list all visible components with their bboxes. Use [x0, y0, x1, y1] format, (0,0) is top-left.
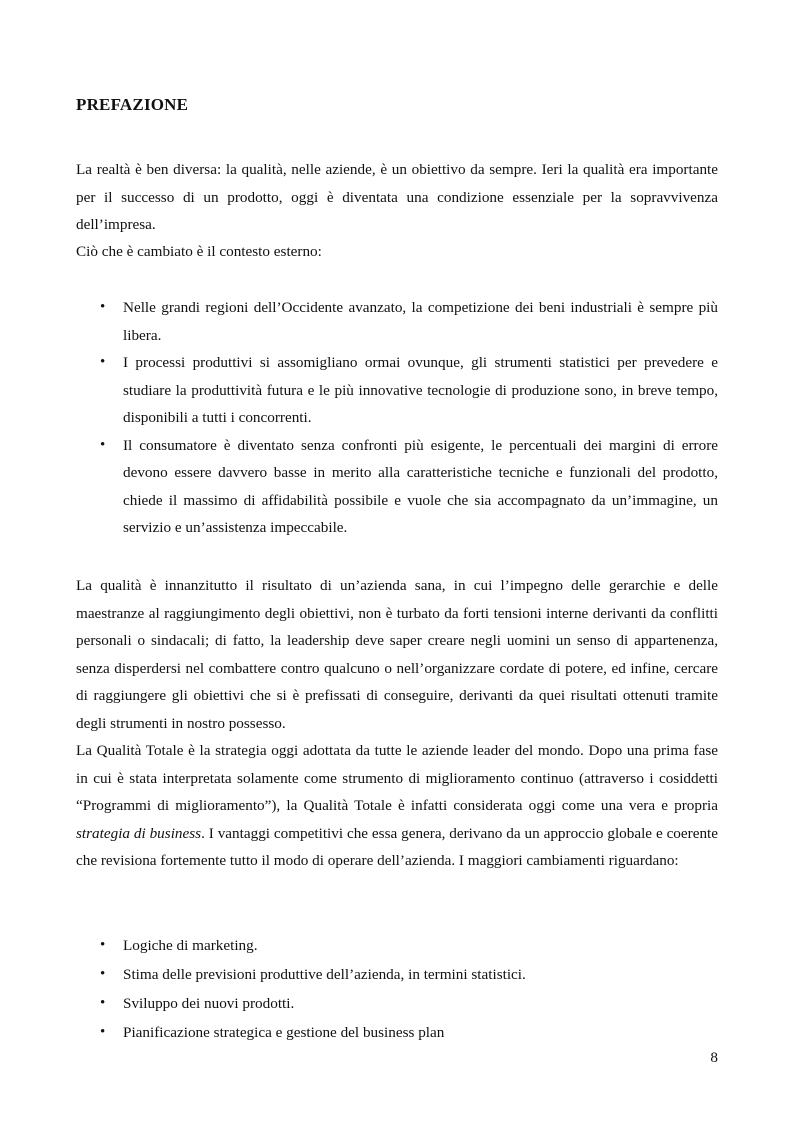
bullet-icon: • — [100, 1024, 106, 1040]
list-item-text: Pianificazione strategica e gestione del business plan — [123, 1024, 445, 1041]
list-item-text: Nelle grandi regioni dell’Occidente avanzato, la competizione dei beni industriali è sempre più libera. — [123, 299, 718, 344]
list-item — [76, 349, 718, 432]
total-quality-text-end: . I vantaggi competitivi che essa genera, derivano da un approccio globale e coerente che revisiona fortemente tutto il modo di operare dell’azienda. I maggiori cambiamenti riguardano: — [76, 824, 718, 869]
list-item-text: Stima delle previsioni produttive dell’azienda, in termini statistici. — [123, 966, 526, 983]
changes-list — [76, 931, 718, 1047]
list-item — [76, 1018, 718, 1047]
list-item-text: Logiche di marketing. — [123, 937, 258, 954]
document-page — [76, 0, 718, 1123]
list-item-text: Il consumatore è diventato senza confronti più esigente, le percentuali dei margini di errore devono essere davvero basse in merito alla caratteristiche tecniche e funzionali del prodotto, chiede il massimo di affidabilità possibile e vuole che sia accompagnato da un’immagine, un servizio e un’assistenza impeccabile. — [123, 436, 718, 536]
total-quality-paragraph — [76, 737, 718, 875]
quality-paragraph: La qualità è innanzitutto il risultato di un’azienda sana, in cui l’impegno delle gerarchie e delle maestranze al raggiungimento degli obiettivi, non è turbato da forti tensioni interne derivanti da conflitti personali o sindacali; di fatto, la leadership deve saper creare negli uomini un senso di appartenenza, senza disperdersi nel combattere contro qualcuno o nell’organizzare cordate di potere, ed infine, cercare di raggiungere gli obiettivi che si è prefissati di conseguire, derivanti da quei risultati ottenuti tramite degli strumenti in nostro possesso. — [76, 577, 718, 732]
intro-paragraph: La realtà è ben diversa: la qualità, nelle aziende, è un obiettivo da sempre. Ieri la qualità era importante per il successo di un prodotto, oggi è diventata una condizione essenziale per la sopravvivenza dell’impresa. — [76, 161, 718, 233]
bullet-icon: • — [100, 966, 106, 982]
page-title: PREFAZIONE — [76, 95, 189, 114]
page-number: 8 — [710, 1049, 718, 1066]
bullet-icon: • — [100, 354, 106, 370]
bullet-icon: • — [100, 937, 106, 953]
list-item-text: Sviluppo dei nuovi prodotti. — [123, 995, 295, 1012]
intro-lead: Ciò che è cambiato è il contesto esterno: — [76, 243, 322, 260]
total-quality-italic: strategia di business — [76, 824, 202, 842]
bullet-icon: • — [100, 299, 106, 315]
context-list — [76, 294, 718, 542]
list-item — [76, 989, 718, 1018]
bullet-icon: • — [100, 995, 106, 1011]
list-item — [76, 294, 718, 349]
bullet-icon: • — [100, 436, 106, 453]
list-item — [76, 931, 718, 960]
list-item-text: I processi produttivi si assomigliano ormai ovunque, gli strumenti statistici per prevedere e studiare la produttività futura e le più innovative tecnologie di produzione sono, in breve tempo, disponibili a tutti i concorrenti. — [123, 354, 718, 426]
total-quality-text: La Qualità Totale è la strategia oggi adottata da tutte le aziende leader del mondo. Dopo una prima fase in cui è stata interpretata solamente come strumento di miglioramento continuo (attraverso i cosiddetti “Programmi di miglioramento”), la Qualità Totale è infatti considerata oggi come una vera e propria — [76, 742, 718, 814]
list-item — [76, 960, 718, 989]
list-item — [76, 432, 718, 542]
